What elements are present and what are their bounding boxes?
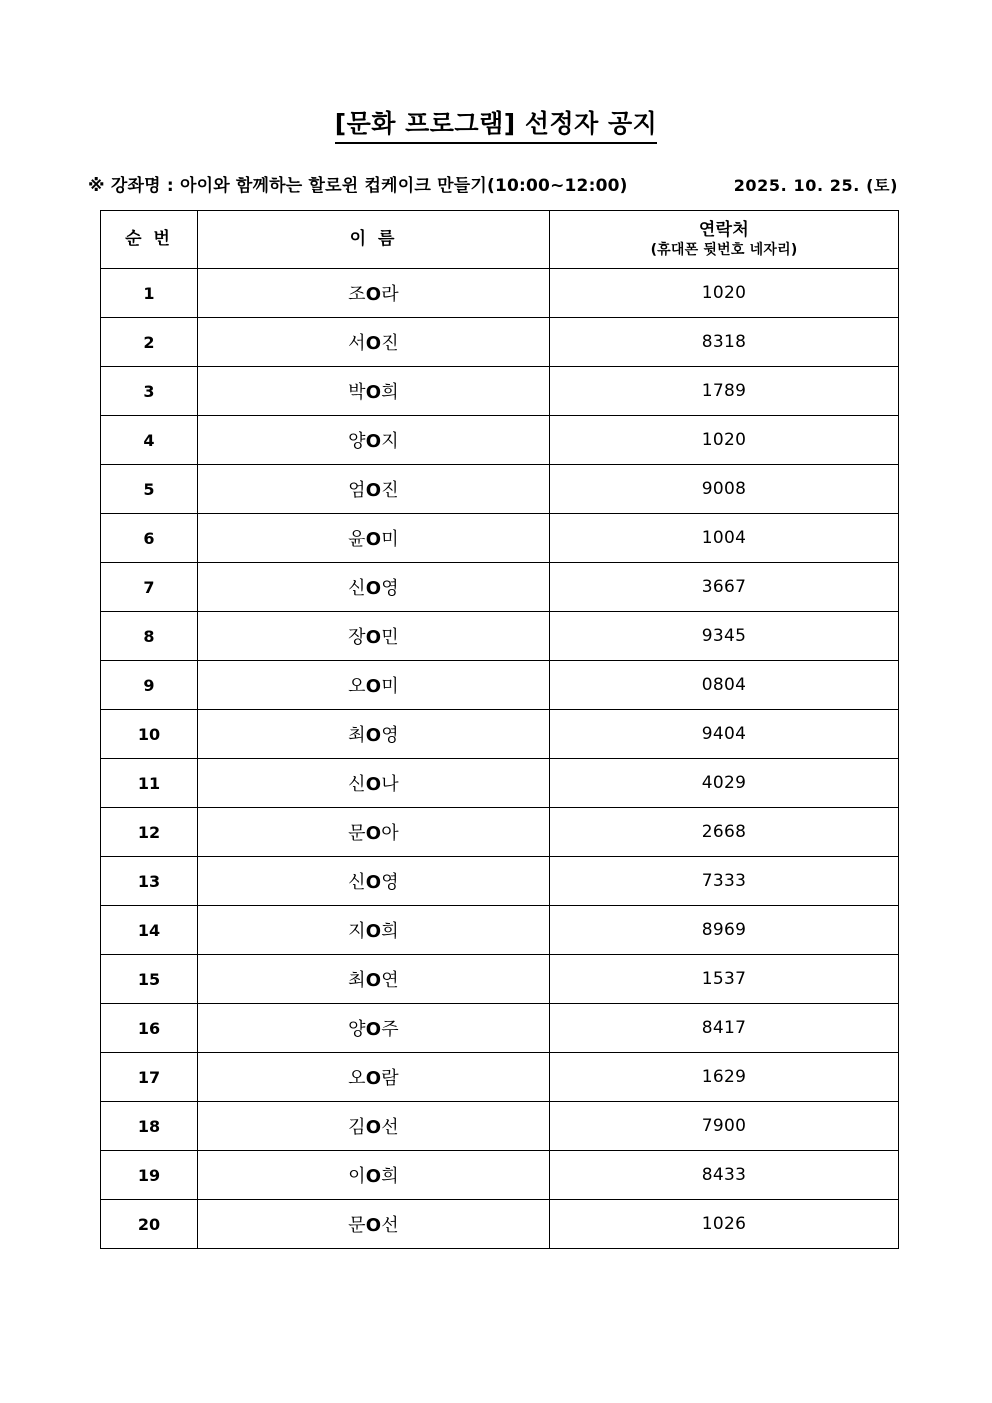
cell-sequence-number: 15 — [101, 955, 198, 1004]
cell-participant-name — [198, 416, 550, 465]
name-mask-character: O — [365, 872, 382, 893]
table-row — [101, 269, 899, 318]
cell-phone-last-four: 1629 — [550, 1053, 899, 1102]
cell-phone-last-four: 8433 — [550, 1151, 899, 1200]
name-prefix: 조 — [348, 284, 366, 305]
name-suffix: 희 — [381, 382, 399, 403]
name-prefix: 신 — [348, 872, 366, 893]
table-body — [101, 269, 899, 1249]
name-suffix: 람 — [381, 1068, 399, 1089]
table-row — [101, 710, 899, 759]
name-prefix: 박 — [348, 382, 366, 403]
name-mask-character: O — [365, 578, 382, 599]
selected-participants-table — [100, 210, 899, 1249]
table-row — [101, 318, 899, 367]
name-prefix: 최 — [348, 725, 366, 746]
cell-phone-last-four: 4029 — [550, 759, 899, 808]
name-prefix: 최 — [348, 970, 366, 991]
cell-sequence-number: 5 — [101, 465, 198, 514]
cell-phone-last-four: 1020 — [550, 416, 899, 465]
cell-participant-name — [198, 269, 550, 318]
cell-phone-last-four: 8318 — [550, 318, 899, 367]
column-header-phone-label: 연락처 — [698, 220, 750, 241]
table-row — [101, 465, 899, 514]
name-mask-character: O — [365, 1068, 382, 1089]
name-suffix: 라 — [381, 284, 399, 305]
name-mask-character: O — [365, 480, 382, 501]
name-prefix: 오 — [348, 1068, 366, 1089]
selected-participants-table-wrapper — [100, 210, 898, 1249]
name-mask-character: O — [365, 627, 382, 648]
cell-sequence-number: 12 — [101, 808, 198, 857]
cell-phone-last-four: 7333 — [550, 857, 899, 906]
cell-participant-name — [198, 906, 550, 955]
name-mask-character: O — [365, 970, 382, 991]
name-prefix: 서 — [348, 333, 366, 354]
name-suffix: 미 — [381, 676, 399, 697]
cell-sequence-number: 17 — [101, 1053, 198, 1102]
column-header-phone-sublabel: (휴대폰 뒷번호 네자리) — [650, 241, 798, 258]
column-header-name-label: 이 름 — [349, 229, 398, 250]
name-suffix: 희 — [381, 1166, 399, 1187]
name-prefix: 신 — [348, 578, 366, 599]
name-mask-character: O — [365, 823, 382, 844]
name-suffix: 지 — [381, 431, 399, 452]
name-suffix: 영 — [381, 872, 399, 893]
name-suffix: 선 — [381, 1117, 399, 1138]
cell-sequence-number: 7 — [101, 563, 198, 612]
cell-sequence-number: 6 — [101, 514, 198, 563]
cell-participant-name — [198, 759, 550, 808]
table-row — [101, 1053, 899, 1102]
cell-sequence-number: 2 — [101, 318, 198, 367]
name-mask-character: O — [365, 431, 382, 452]
name-suffix: 나 — [381, 774, 399, 795]
cell-sequence-number: 14 — [101, 906, 198, 955]
table-header-row — [101, 211, 899, 269]
name-mask-character: O — [365, 774, 382, 795]
table-row — [101, 1200, 899, 1249]
cell-phone-last-four: 9008 — [550, 465, 899, 514]
cell-sequence-number: 11 — [101, 759, 198, 808]
cell-sequence-number: 18 — [101, 1102, 198, 1151]
cell-participant-name — [198, 1102, 550, 1151]
name-suffix: 영 — [381, 578, 399, 599]
cell-participant-name — [198, 1200, 550, 1249]
page-title — [0, 108, 992, 144]
table-row — [101, 808, 899, 857]
notice-date: 2025. 10. 25. (토) — [733, 176, 898, 195]
column-header-no-label: 순 번 — [125, 229, 173, 250]
cell-phone-last-four: 0804 — [550, 661, 899, 710]
name-prefix: 오 — [348, 676, 366, 697]
column-header-name — [198, 211, 550, 269]
name-mask-character: O — [365, 921, 382, 942]
cell-phone-last-four: 1020 — [550, 269, 899, 318]
cell-sequence-number: 13 — [101, 857, 198, 906]
column-header-phone — [550, 211, 899, 269]
name-prefix: 문 — [348, 823, 366, 844]
cell-sequence-number: 1 — [101, 269, 198, 318]
name-prefix: 문 — [348, 1215, 366, 1236]
course-name-label: ※ 강좌명 : 아이와 함께하는 할로윈 컵케이크 만들기(10:00~12:00) — [88, 176, 628, 196]
name-prefix: 윤 — [348, 529, 366, 550]
cell-sequence-number: 4 — [101, 416, 198, 465]
cell-participant-name — [198, 857, 550, 906]
name-suffix: 미 — [381, 529, 399, 550]
table-row — [101, 367, 899, 416]
name-mask-character: O — [365, 1019, 382, 1040]
cell-sequence-number: 16 — [101, 1004, 198, 1053]
cell-participant-name — [198, 808, 550, 857]
name-suffix: 주 — [381, 1019, 399, 1040]
cell-sequence-number: 10 — [101, 710, 198, 759]
cell-sequence-number: 8 — [101, 612, 198, 661]
table-row — [101, 563, 899, 612]
name-suffix: 영 — [381, 725, 399, 746]
name-mask-character: O — [365, 333, 382, 354]
name-prefix: 김 — [348, 1117, 366, 1138]
table-row — [101, 1151, 899, 1200]
table-row — [101, 612, 899, 661]
cell-phone-last-four: 8417 — [550, 1004, 899, 1053]
name-suffix: 희 — [381, 921, 399, 942]
cell-phone-last-four: 2668 — [550, 808, 899, 857]
cell-participant-name — [198, 612, 550, 661]
name-prefix: 양 — [348, 1019, 366, 1040]
table-row — [101, 1102, 899, 1151]
cell-phone-last-four: 1537 — [550, 955, 899, 1004]
name-prefix: 지 — [348, 921, 366, 942]
cell-phone-last-four: 8969 — [550, 906, 899, 955]
cell-phone-last-four: 7900 — [550, 1102, 899, 1151]
cell-phone-last-four: 9404 — [550, 710, 899, 759]
cell-participant-name — [198, 367, 550, 416]
cell-phone-last-four: 1004 — [550, 514, 899, 563]
cell-sequence-number: 19 — [101, 1151, 198, 1200]
column-header-no — [101, 211, 198, 269]
cell-participant-name — [198, 710, 550, 759]
cell-participant-name — [198, 661, 550, 710]
cell-sequence-number: 9 — [101, 661, 198, 710]
cell-phone-last-four: 1789 — [550, 367, 899, 416]
cell-phone-last-four: 3667 — [550, 563, 899, 612]
cell-participant-name — [198, 563, 550, 612]
name-mask-character: O — [365, 382, 382, 403]
name-mask-character: O — [365, 284, 382, 305]
table-header — [101, 211, 899, 269]
name-suffix: 연 — [381, 970, 399, 991]
table-row — [101, 759, 899, 808]
table-row — [101, 955, 899, 1004]
name-prefix: 양 — [348, 431, 366, 452]
name-mask-character: O — [365, 725, 382, 746]
name-prefix: 장 — [348, 627, 366, 648]
name-prefix: 신 — [348, 774, 366, 795]
cell-sequence-number: 20 — [101, 1200, 198, 1249]
name-mask-character: O — [365, 1215, 382, 1236]
name-prefix: 엄 — [348, 480, 366, 501]
page-title-text: [문화 프로그램] 선정자 공지 — [335, 108, 658, 144]
name-suffix: 진 — [381, 333, 399, 354]
cell-participant-name — [198, 955, 550, 1004]
cell-participant-name — [198, 318, 550, 367]
table-row — [101, 514, 899, 563]
cell-participant-name — [198, 514, 550, 563]
name-suffix: 민 — [381, 627, 399, 648]
name-mask-character: O — [365, 529, 382, 550]
name-mask-character: O — [365, 1166, 382, 1187]
name-suffix: 아 — [381, 823, 399, 844]
cell-participant-name — [198, 1151, 550, 1200]
cell-participant-name — [198, 465, 550, 514]
table-row — [101, 906, 899, 955]
table-row — [101, 1004, 899, 1053]
name-suffix: 진 — [381, 480, 399, 501]
cell-phone-last-four: 1026 — [550, 1200, 899, 1249]
name-suffix: 선 — [381, 1215, 399, 1236]
cell-participant-name — [198, 1004, 550, 1053]
cell-phone-last-four: 9345 — [550, 612, 899, 661]
name-mask-character: O — [365, 676, 382, 697]
table-row — [101, 416, 899, 465]
name-prefix: 이 — [348, 1166, 366, 1187]
course-info-line — [88, 171, 904, 197]
table-row — [101, 857, 899, 906]
cell-sequence-number: 3 — [101, 367, 198, 416]
cell-participant-name — [198, 1053, 550, 1102]
name-mask-character: O — [365, 1117, 382, 1138]
table-row — [101, 661, 899, 710]
